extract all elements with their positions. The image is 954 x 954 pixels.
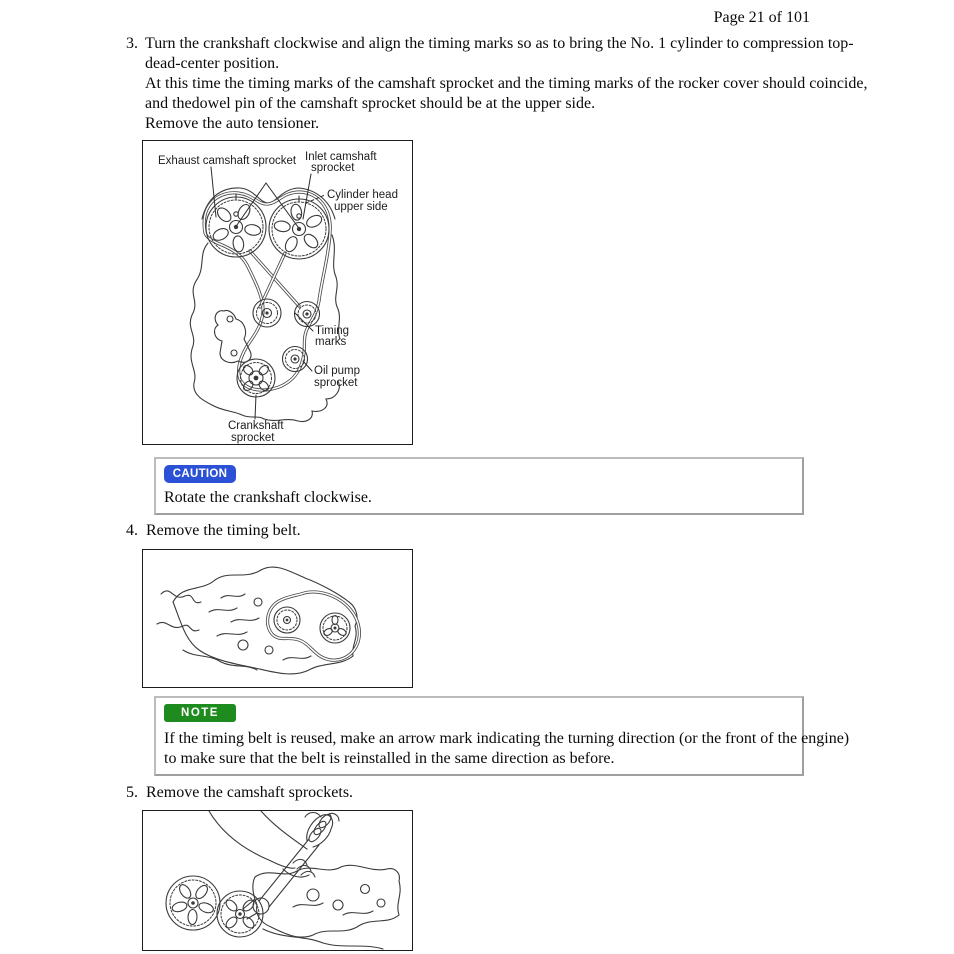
step-3-text [145,34,867,134]
crankshaft-sprocket-drawing [237,359,275,397]
step-5-text: Remove the camshaft sprockets. [146,784,354,801]
timing-belt-drawing [143,550,412,687]
label-oil-pump-sprocket-2: sprocket [314,377,358,389]
note-badge: NOTE [164,704,236,722]
label-exhaust-camshaft-sprocket: Exhaust camshaft sprocket [158,155,297,167]
figure-timing-marks-diagram [142,140,413,445]
caution-text: Rotate the crankshaft clockwise. [164,489,372,506]
note-line: If the timing belt is reused, make an arrow mark indicating the turning direction (or the front of the engine) [164,730,850,747]
figure-timing-belt-removal [142,549,413,688]
label-cylinder-head-upper-side-2: upper side [334,201,388,213]
figure-camshaft-sprocket-removal [142,810,413,951]
label-crankshaft-sprocket: Crankshaft [228,420,284,432]
step-3-line: Remove the auto tensioner. [145,115,320,132]
timing-marks-drawing [143,141,412,444]
caution-badge: CAUTION [164,465,236,483]
step-5-number: 5. [126,784,138,801]
label-inlet-camshaft-sprocket-2: sprocket [311,162,355,174]
camshaft-sprockets-drawing [166,876,263,937]
step-3-line: and thedowel pin of the camshaft sprocket should be at the upper side. [145,95,596,112]
step-3-line: dead-center position. [145,55,280,72]
label-cylinder-head-upper-side: Cylinder head [327,189,398,201]
label-oil-pump-sprocket: Oil pump [314,365,361,377]
label-inlet-camshaft-sprocket: Inlet camshaft [305,151,377,163]
step-4-text: Remove the timing belt. [146,522,301,539]
step-4-number: 4. [126,522,138,539]
inlet-sprocket-drawing [269,199,329,259]
idler-pulleys-drawing [253,299,320,327]
caution-box [154,457,804,515]
step-3-number: 3. [126,35,138,52]
label-timing-marks: Timing [315,325,350,337]
step-3-line: At this time the timing marks of the camshaft sprocket and the timing marks of the rocker cover should coincide, [145,75,868,92]
page-number: Page 21 of 101 [713,9,810,26]
auto-tensioner-drawing [215,310,252,362]
label-crankshaft-sprocket-2: sprocket [231,432,275,444]
note-text [164,729,849,769]
step-3-line: Turn the crankshaft clockwise and align the timing marks so as to bring the No. 1 cylinder to compression top- [145,35,854,52]
sprocket-removal-drawing [143,811,412,950]
note-box [154,696,850,776]
label-timing-marks-2: marks [315,336,347,348]
note-line: to make sure that the belt is reinstalled in the same direction as before. [164,750,615,767]
